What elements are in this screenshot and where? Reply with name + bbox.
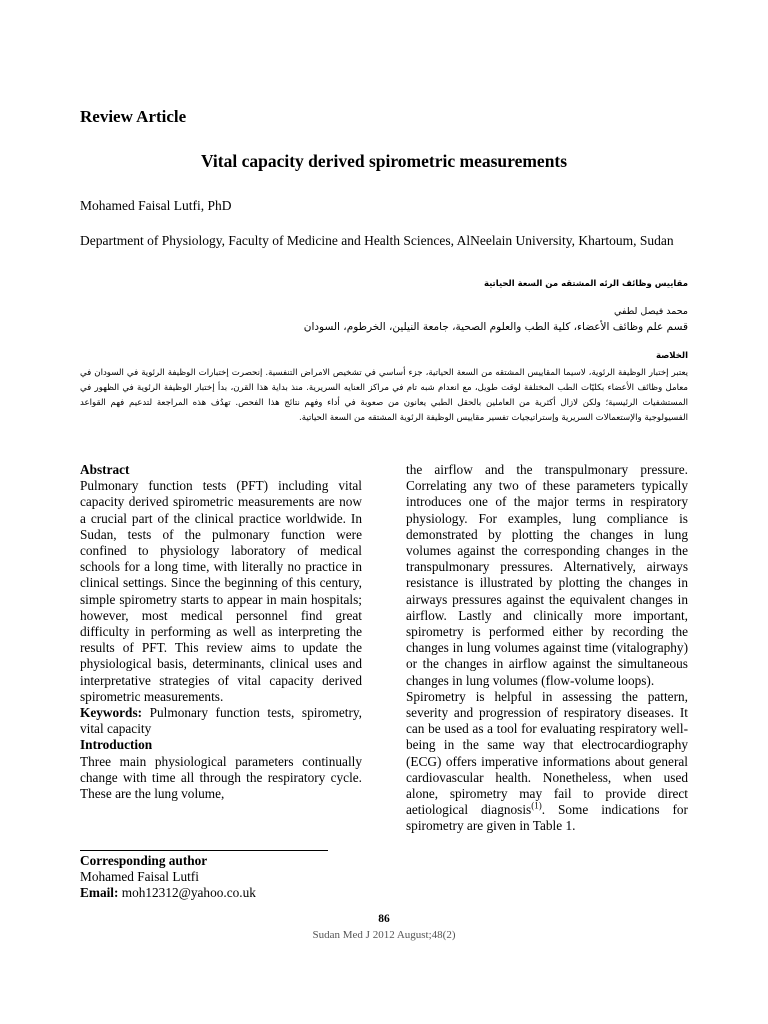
author-name: Mohamed Faisal Lutfi, PhD bbox=[80, 198, 232, 213]
arabic-summary: يعتبر إختبار الوظيفة الرئوية، لاسيما المقاييس المشتقه من السعة الحياتية، جزء أساسي في تشخيص الامراض التنفسية. إنحصرت إختبارات الوظيفة الرئوية في السودان في معامل وظائف الأعضاء بكليّات الطب المختلفة لوقت طويل، مع انعدام شبه تام في مراكز العنايه السريرية. منذ بداية هذا القرن، بدأ إختبار الوظيفة الرئوية في الظهور في المستشفيات الرئيسية؛ ولكن لازال أكثرية من العاملين بالحقل الطبي يعانون من صعوبة في أداء وفهم نتائج هذا الفحص. تهدُف هذه المراجعة لتدعيم فهم القواعد الفسيولوجية والإستعمالات السريرية وإستراتيجيات تفسير مقاييس الوظيفة الرئوية المشتقه من السعة الحياتية. bbox=[80, 368, 688, 423]
introduction-heading: Introduction bbox=[80, 737, 153, 753]
arabic-author: محمد فيصل لطفي bbox=[614, 306, 688, 317]
keywords bbox=[80, 705, 362, 737]
email-label: Email: bbox=[80, 885, 119, 901]
abstract-heading: Abstract bbox=[80, 462, 130, 477]
keywords-label: Keywords: bbox=[80, 705, 143, 721]
arabic-title: مقاييس وظائف الرئه المشتقه من السعة الحياتية bbox=[483, 279, 688, 289]
introduction-para1-start: Three main physiological parameters continually change with time all through the respiratory cycle. These are the lung volume, bbox=[80, 753, 362, 802]
keywords-text: Pulmonary function tests, spirometry, vital capacity bbox=[80, 705, 362, 737]
para2-text-b: . Some indications for spirometry are given in Table 1. bbox=[406, 802, 688, 834]
page-number: 86 bbox=[378, 913, 390, 925]
author-affiliation: Department of Physiology, Faculty of Medicine and Health Sciences, AlNeelain University, Khartoum, Sudan bbox=[80, 233, 674, 248]
introduction-para1-cont: the airflow and the transpulmonary pressure. Correlating any two of these parameters typically introduces one of the major terms in respiratory physiology. For examples, lung compliance is demonstrated by plotting the changes in lung volumes against the corresponding changes in the transpulmonary pressures. Alternatively, airways resistance is illustrated by plotting the changes in airways pressures against the equivalent changes in airflow. Lastly and clinically more important, spirometry is performed either by recording the changes in lung volumes against time (vitalography) or the changes in airflow against the simultaneous changes in lung volumes (flow-volume loops). bbox=[406, 462, 688, 688]
email-address[interactable]: moh12312@yahoo.co.uk bbox=[118, 885, 256, 901]
journal-citation: Sudan Med J 2012 August;48(2) bbox=[312, 929, 456, 941]
arabic-summary-heading: الخلاصة bbox=[655, 351, 688, 361]
right-column bbox=[406, 462, 688, 835]
arabic-affiliation: قسم علم وظائف الأعضاء، كلية الطب والعلوم الصحية، جامعة النيلين، الخرطوم، السودان bbox=[303, 321, 688, 333]
correspondence-name: Mohamed Faisal Lutfi bbox=[80, 869, 199, 885]
introduction-para2 bbox=[406, 689, 688, 835]
left-column bbox=[80, 462, 362, 802]
citation-superscript: (1) bbox=[531, 800, 542, 811]
abstract-text: Pulmonary function tests (PFT) including vital capacity derived spirometric measurements are now a crucial part of the clinical practice worldwide. In Sudan, tests of the pulmonary function were confined to physiology laboratory of medical schools for a long time, with literally no practice in clinical settings. Since the beginning of this century, simple spirometry starts to appear in main hospitals; however, most medical personnel find great difficulty in performing as well as interpreting the results of PFT. This review aims to update the physiological basis, determinants, clinical uses and interpretative strategies of vital capacity derived spirometric measurements. bbox=[80, 478, 362, 704]
footnote-divider bbox=[80, 850, 328, 851]
correspondence-block bbox=[80, 853, 256, 902]
correspondence-heading: Corresponding author bbox=[80, 853, 208, 868]
para2-text-a: Spirometry is helpful in assessing the pattern, severity and progression of respiratory diseases. It can be used as a tool for evaluating respiratory well-being in the same way that electrocardiography (ECG) offers imperative informations about general cardiovascular health. Nonetheless, when used alone, spirometry may fail to provide direct aetiological diagnosis bbox=[406, 688, 688, 818]
article-title: Vital capacity derived spirometric measurements bbox=[200, 151, 568, 171]
article-type: Review Article bbox=[80, 107, 187, 126]
correspondence-email-line bbox=[80, 885, 256, 901]
